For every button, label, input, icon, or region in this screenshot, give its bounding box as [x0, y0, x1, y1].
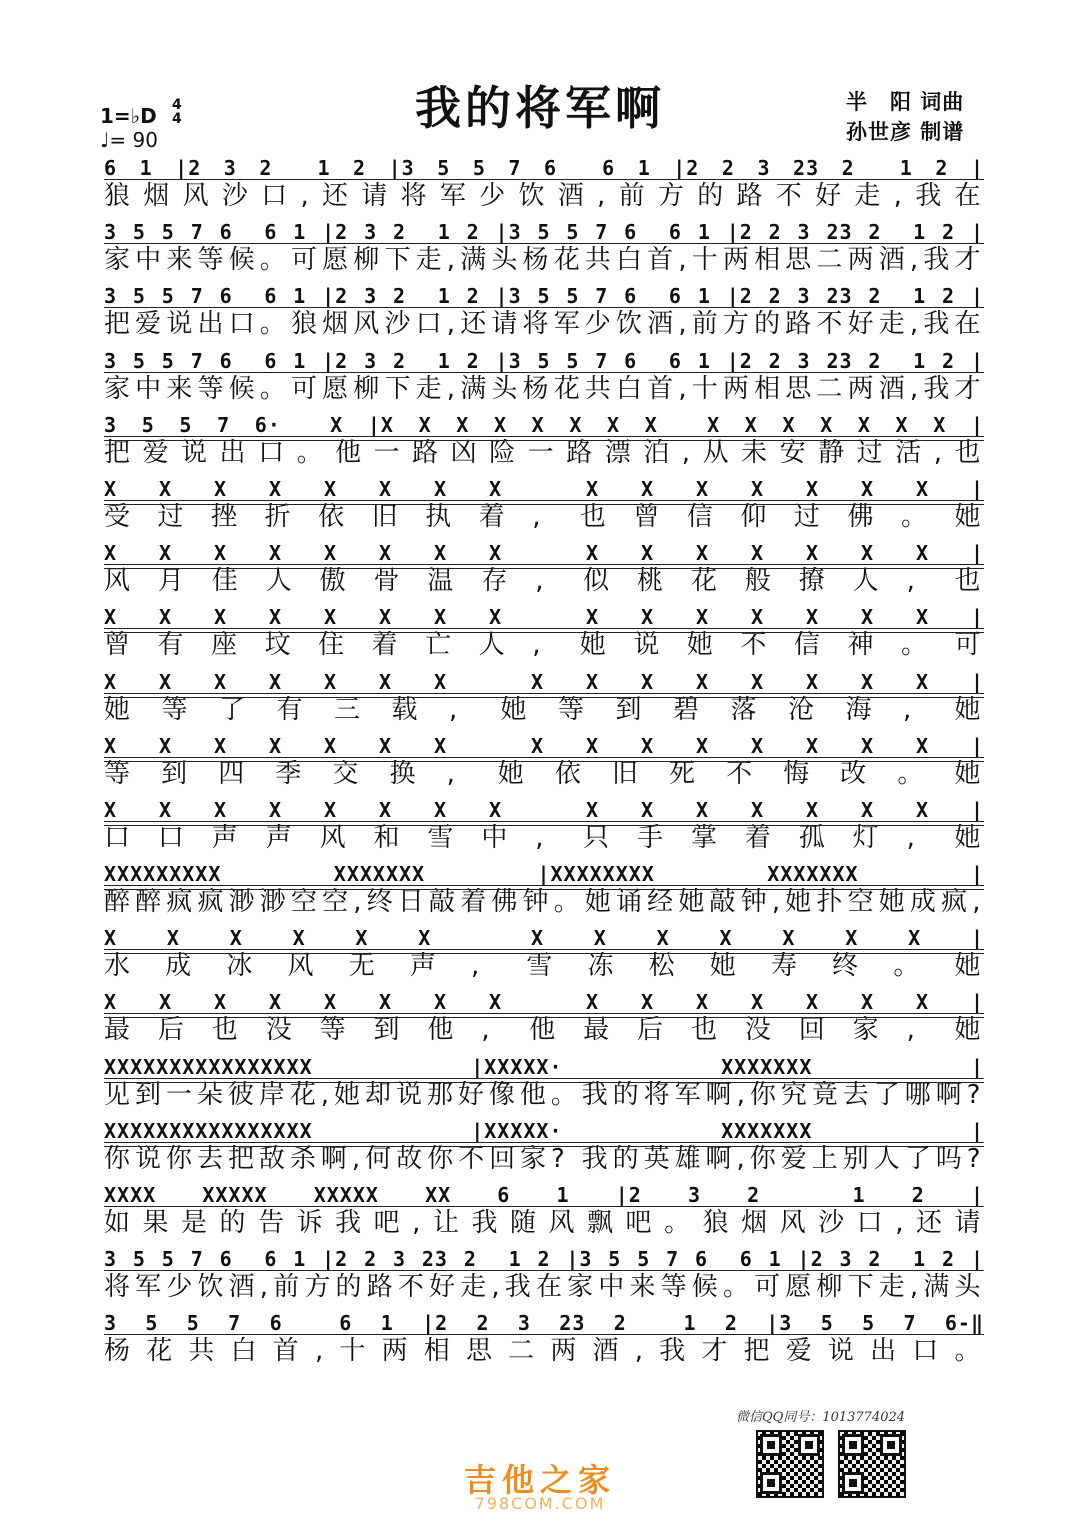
qr-eye-icon — [760, 1434, 782, 1456]
score-system — [104, 1236, 984, 1300]
notation-line: X X X X X X X X X X X X X X X | — [104, 669, 984, 694]
notation-line: 3 5 5 7 6 6 1 |2 3 2 1 2 |3 5 5 7 6 6 1 |2 2 3 23 2 1 2 | — [104, 220, 984, 245]
beam-line — [104, 1082, 984, 1083]
lyric-line: 狼烟风沙口,还请将军少饮酒,前方的路不好走,我在 — [104, 182, 984, 210]
notation-line: 3 5 5 7 6 6 1 |2 3 2 1 2 |3 5 5 7 6 6 1 |2 2 3 23 2 1 2 | — [104, 284, 984, 309]
score-system — [104, 402, 984, 466]
beam-line — [104, 372, 984, 373]
time-signature-top: 4 — [172, 97, 182, 113]
score-system — [104, 1044, 984, 1108]
lyric-line: 等到四季交换, 她依旧死不悔改。她 — [104, 759, 984, 788]
score-system — [104, 787, 984, 851]
tempo-marking: ♩= 90 — [100, 128, 158, 152]
beam-line — [104, 500, 984, 501]
beam-line — [104, 1206, 984, 1207]
beam-line — [104, 949, 984, 950]
beam-line — [104, 179, 984, 180]
beam-line — [104, 440, 984, 441]
lyric-line: 如果是的告诉我吧,让我随风飘吧。狼烟风沙口,还请 — [104, 1209, 984, 1237]
beam-line — [104, 568, 984, 569]
lyric-line: 曾有座坟住着亡人, 她说她不信神。可 — [104, 631, 984, 660]
lyric-line: 杨花共白首,十两相思二两酒,我才把爱说出口。 — [104, 1337, 984, 1366]
score-system — [104, 915, 984, 979]
beam-line — [104, 1146, 984, 1147]
beam-line — [104, 1017, 984, 1018]
time-signature — [172, 98, 182, 126]
beam-line — [104, 885, 984, 886]
lyric-line: 把爱说出口。他一路凶险一路漂泊,从未安静过活,也 — [104, 438, 984, 467]
lyric-line: 见到一朵彼岸花,她却说那好像他。我的将军啊,你究竟去了哪啊? — [104, 1080, 984, 1109]
score-system — [104, 979, 984, 1043]
lyric-line: 家中来等候。可愿柳下走,满头杨花共白首,十两相思二两酒,我才 — [104, 246, 984, 275]
score-system — [104, 659, 984, 723]
brand-logo: 吉他之家 — [463, 1461, 616, 1499]
notation-line: X X X X X X X X X X X X X X X | — [104, 797, 984, 822]
lyric-line: 家中来等候。可愿柳下走,满头杨花共白首,十两相思二两酒,我才 — [104, 374, 984, 403]
score-system — [104, 338, 984, 402]
score-system — [104, 1172, 984, 1236]
notation-line: 3 5 5 7 6 6 1 |2 3 2 1 2 |3 5 5 7 6 6 1 |2 2 3 23 2 1 2 | — [104, 348, 984, 373]
beam-line — [104, 953, 984, 954]
score — [104, 145, 984, 1365]
notation-line: XXXXXXXXX XXXXXXX |XXXXXXXX XXXXXXX | — [104, 862, 984, 887]
lyric-line: 受过挫折依旧执着, 也曾信仰过佛。她 — [104, 502, 984, 531]
notation-line: XXXX XXXXX XXXXX XX 6 1 |2 3 2 1 2 | — [104, 1183, 984, 1207]
notation-line: 3 5 5 7 6 6 1 |2 2 3 23 2 1 2 |3 5 5 7 6 6 1 |2 3 2 1 2 | — [104, 1247, 984, 1272]
notation-line: XXXXXXXXXXXXXXXX |XXXXX· XXXXXXX | — [104, 1054, 984, 1079]
beam-line — [104, 757, 984, 758]
beam-line — [104, 825, 984, 826]
lyric-line: 把爱说出口。狼烟风沙口,还请将军少饮酒,前方的路不好走,我在 — [104, 310, 984, 339]
contact-note: 微信QQ同号：1013774024 — [736, 1410, 906, 1425]
beam-line — [104, 243, 984, 244]
beam-line — [104, 697, 984, 698]
beam-line — [104, 1334, 984, 1335]
brand-url: 798COM.COM — [474, 1494, 606, 1513]
lyric-line: 最后也没等到他, 他最后也没回家, 她 — [104, 1016, 984, 1045]
beam-line — [104, 693, 984, 694]
notation-line: X X X X X X X X X X X X X X X | — [104, 990, 984, 1015]
lyric-line: 将军少饮酒,前方的路不好走,我在家中来等候。可愿柳下走,满头 — [104, 1273, 984, 1302]
beam-line — [104, 632, 984, 633]
score-system — [104, 1300, 984, 1364]
beam-line — [104, 1142, 984, 1143]
key-signature: 1=♭D — [100, 104, 157, 128]
beam-line — [104, 564, 984, 565]
beam-line — [104, 628, 984, 629]
qr-eye-icon — [842, 1434, 864, 1456]
beam-line — [104, 504, 984, 505]
beam-line — [104, 1270, 984, 1271]
qr-eye-icon — [880, 1434, 902, 1456]
notation-line: X X X X X X X X X X X X X X X | — [104, 541, 984, 566]
score-system — [104, 273, 984, 337]
page-title: 我的将军啊 — [415, 81, 665, 135]
score-system — [104, 723, 984, 787]
beam-line — [104, 889, 984, 890]
beam-line — [104, 821, 984, 822]
notation-line: X X X X X X X X X X X X X X X | — [104, 476, 984, 501]
lyric-line: 醉醉疯疯渺渺空空,终日敲着佛钟。她诵经她敲钟,她扑空她成疯, — [104, 888, 984, 917]
score-system — [104, 466, 984, 530]
notation-line: X X X X X X X X X X X X X X X | — [104, 733, 984, 758]
beam-line — [104, 761, 984, 762]
score-system — [104, 594, 984, 658]
notation-line: X X X X X X X X X X X X X X X | — [104, 605, 984, 630]
score-system — [104, 209, 984, 273]
beam-line — [104, 1013, 984, 1014]
lyric-line: 口口声声风和雪中, 只手掌着孤灯, 她 — [104, 823, 984, 852]
notation-line: X X X X X X X X X X X X X | — [104, 926, 984, 951]
notation-line: 3 5 5 7 6 6 1 |2 2 3 23 2 1 2 |3 5 5 7 6-‖ — [104, 1311, 984, 1336]
notation-line: 6 1 |2 3 2 1 2 |3 5 5 7 6 6 1 |2 2 3 23 2 1 2 | — [104, 156, 984, 180]
time-signature-bottom: 4 — [172, 111, 182, 127]
notation-line: 3 5 5 7 6· X |X X X X X X X X X X X X X X X | — [104, 412, 984, 437]
score-system — [104, 851, 984, 915]
beam-line — [104, 1078, 984, 1079]
score-system — [104, 145, 984, 209]
lyric-line: 她等了有三载, 她等到碧落沧海, 她 — [104, 695, 984, 724]
lyric-line: 你说你去把敌杀啊,何故你不回家? 我的英雄啊,你爱上别人了吗? — [104, 1144, 984, 1173]
score-system — [104, 1108, 984, 1172]
credit-arranger: 孙世彦 制谱 — [846, 119, 965, 144]
credit-lyrics-music: 半 阳 词曲 — [846, 89, 965, 114]
notation-line: XXXXXXXXXXXXXXXX |XXXXX· XXXXXXX | — [104, 1118, 984, 1143]
lyric-line: 水成冰风无声, 雪冻松她寿终。她 — [104, 952, 984, 981]
qr-eye-icon — [798, 1434, 820, 1456]
score-system — [104, 530, 984, 594]
beam-line — [104, 307, 984, 308]
lyric-line: 风月佳人傲骨温存, 似桃花般撩人, 也 — [104, 567, 984, 596]
beam-line — [104, 436, 984, 437]
